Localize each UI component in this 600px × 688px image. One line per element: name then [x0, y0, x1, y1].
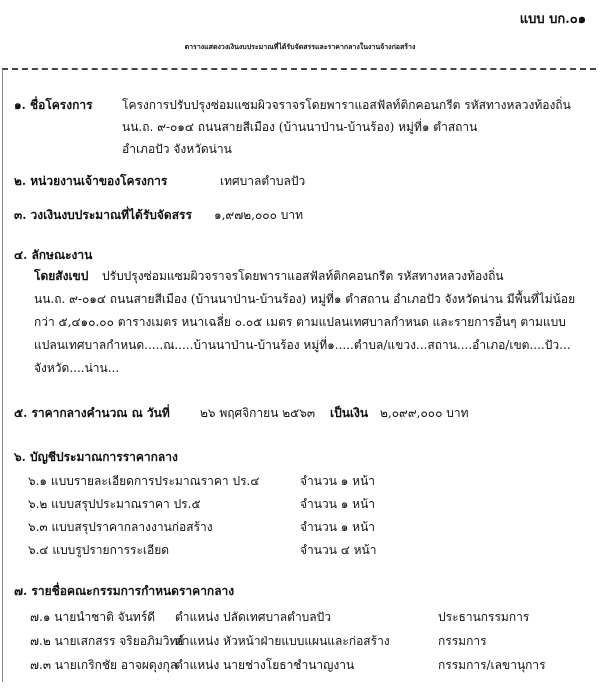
list-item-pages: จำนวน ๔ หน้า	[300, 543, 377, 557]
work-description-line-2: นน.ถ. ๙-๐๑๔ ถนนสายสีเมือง (บ้านนาป่าน-บ้านร้อง) หมู่ที่๑ ตำสถาน อำเภอปัว จังหวัดน่าน มีพื้นที่ไม่น้อย	[34, 292, 576, 306]
document-title: ตารางแสดงวงเงินงบประมาณที่ได้รับจัดสรรและราคากลางในงานจ้างก่อสร้าง	[184, 42, 416, 51]
committee-member-name: ๗.๓ นายเกริกชัย อาจผดุงกุล	[30, 658, 178, 672]
section-4-label: ๔. ลักษณะงาน	[14, 248, 93, 262]
list-item-pages: จำนวน ๑ หน้า	[300, 474, 376, 488]
committee-member-position: ตำแหน่ง หัวหน้าฝ่ายแบบแผนและก่อสร้าง	[175, 634, 390, 648]
committee-member-role: กรรมการ/เลขานุการ	[438, 658, 546, 672]
list-item-pages: จำนวน ๑ หน้า	[300, 497, 376, 511]
list-item-label: ๖.๒ แบบสรุปประมาณราคา ปร.๕	[28, 497, 201, 511]
project-name-line-2: นน.ถ. ๙-๐๑๔ ถนนสายสีเมือง (บ้านนาป่าน-บ้านร้อง) หมู่ที่๑ ตำสถาน	[122, 120, 478, 134]
committee-member-position: ตำแหน่ง นายช่างโยธาชำนาญงาน	[175, 658, 355, 672]
work-description-line-3: กว่า ๕,๔๑๐.๐๐ ตารางเมตร หนาเฉลี่ย ๐.๐๕ เมตร ตามแปลนเทศบาลกำหนด และรายการอื่นๆ ตามแบบ	[34, 315, 566, 329]
committee-member-role: ประธานกรรมการ	[438, 610, 530, 624]
list-item-pages: จำนวน ๑ หน้า	[300, 520, 376, 534]
budget-amount: ๑,๙๗๒,๐๐๐ บาท	[214, 208, 304, 222]
amount-label: เป็นเงิน	[330, 406, 369, 420]
project-name-line-1: โครงการปรับปรุงซ่อมแซมผิวจราจรโดยพาราแอสฟัลท์ติกคอนกรีต รหัสทางหลวงท้องถิ่น	[122, 98, 571, 112]
committee-member-role: กรรมการ	[438, 634, 487, 648]
section-1-label: ๑. ชื่อโครงการ	[14, 98, 93, 112]
section-2-label: ๒. หน่วยงานเจ้าของโครงการ	[14, 174, 168, 188]
committee-member-name: ๗.๒ นายเสกสรร จริยอภิมวิทย์	[30, 634, 185, 648]
work-description-line-5: จังหวัด....น่าน...	[34, 361, 120, 375]
reference-price-amount: ๒,๐๙๙,๐๐๐ บาท	[380, 406, 469, 420]
owner-agency: เทศบาลตำบลปัว	[220, 174, 306, 188]
list-item-label: ๖.๔ แบบรูปรายการระเอียด	[28, 543, 170, 557]
section-6-label: ๖. บัญชีประมาณการราคากลาง	[14, 450, 178, 464]
project-name-line-3: อำเภอปัว จังหวัดน่าน	[122, 142, 232, 156]
summary-label: โดยสังเขป	[34, 269, 89, 283]
reference-price-date: ๒๖ พฤศจิกายน ๒๕๖๓	[200, 406, 316, 420]
work-description-line-4: แปลนเทศบาลกำหนด.....ณ.....บ้านนาป่าน-บ้านร้อง หมู่ที่๑.....ตำบล/แขวง...สถาน....อำเภอ/เขต....ปัว...	[34, 338, 571, 352]
section-7-label: ๗. รายชื่อคณะกรรมการกำหนดราคากลาง	[14, 584, 235, 598]
form-code: แบบ บก.๐๑	[519, 12, 586, 27]
section-3-label: ๓. วงเงินงบประมาณที่ได้รับจัดสรร	[14, 208, 192, 222]
section-5-label: ๕. ราคากลางคำนวณ ณ วันที่	[14, 406, 170, 420]
committee-member-position: ตำแหน่ง ปลัดเทศบาลตำบลปัว	[175, 610, 332, 624]
work-description-line-1: ปรับปรุงซ่อมแซมผิวจราจรโดยพาราแอสฟัลท์ติกคอนกรีต รหัสทางหลวงท้องถิ่น	[102, 269, 504, 283]
list-item-label: ๖.๓ แบบสรุปราคากลางงานก่อสร้าง	[28, 520, 213, 534]
committee-member-name: ๗.๑ นายนำชาติ จันทร์ดี	[30, 610, 156, 624]
list-item-label: ๖.๑ แบบรายละเอียดการประมาณราคา ปร.๔	[28, 474, 260, 488]
